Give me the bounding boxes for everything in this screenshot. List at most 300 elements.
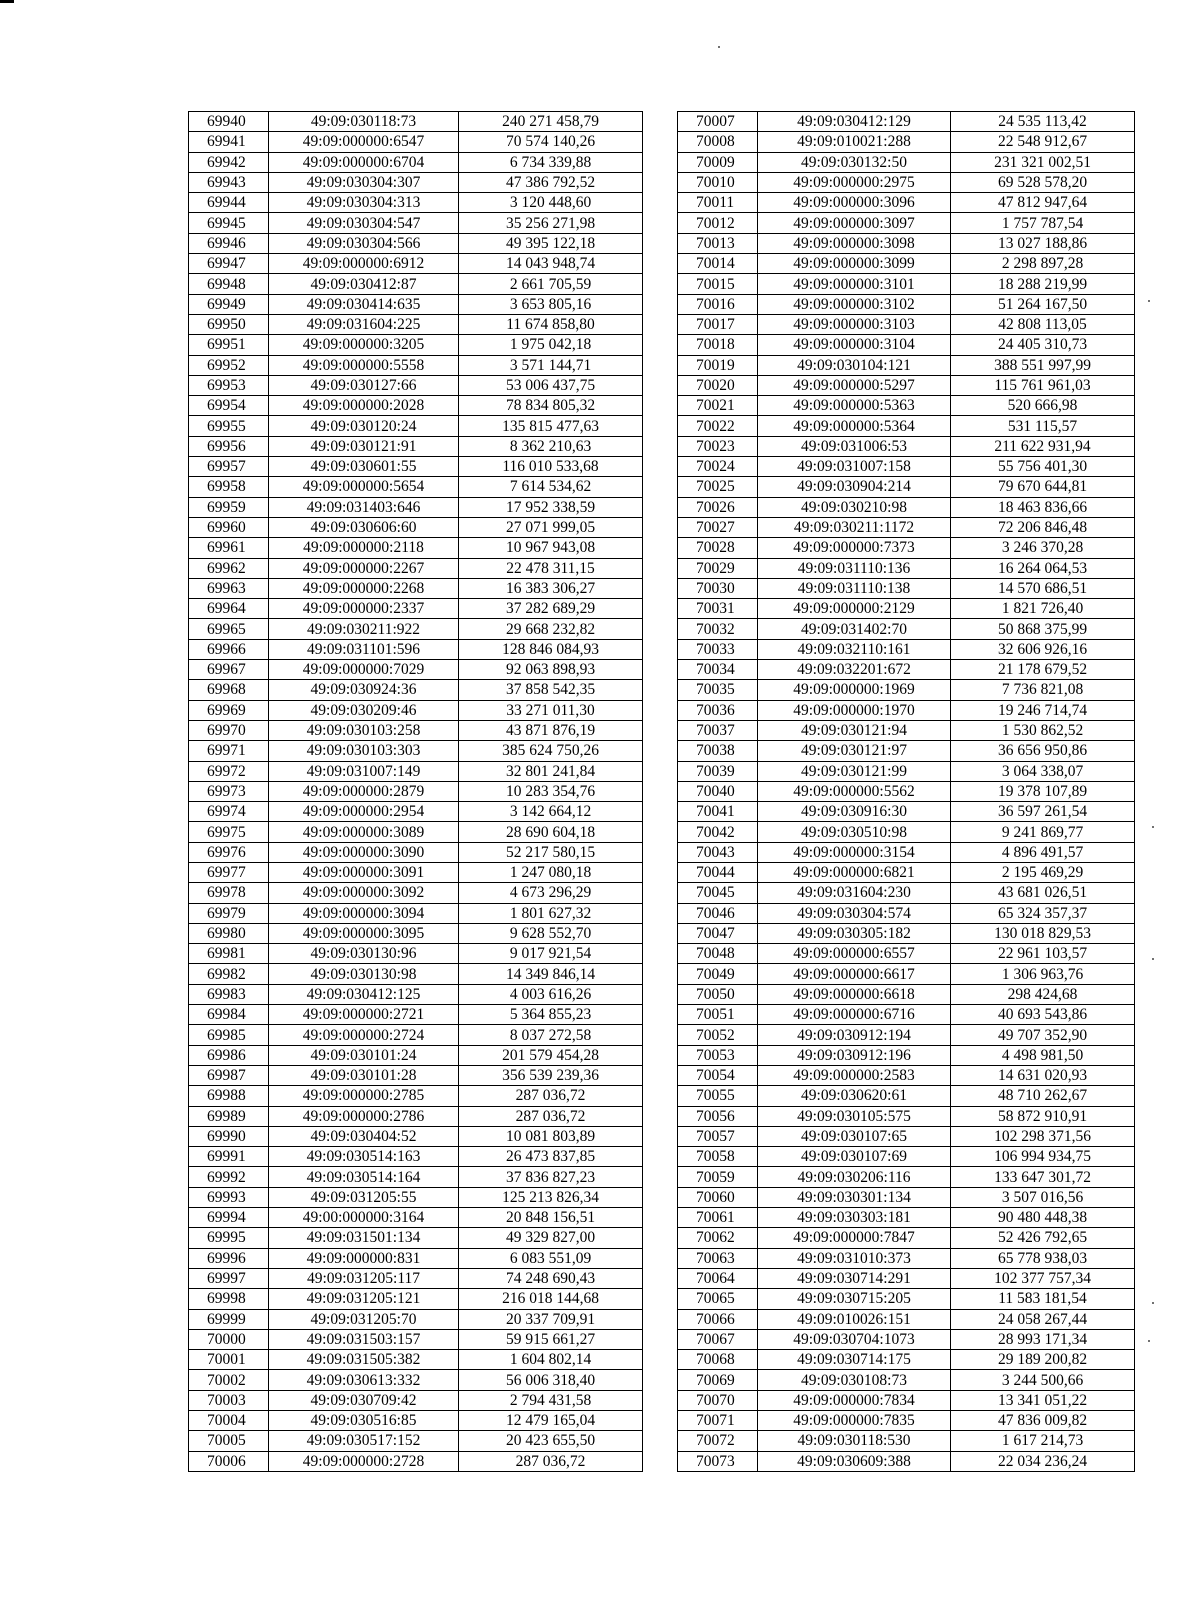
row-number-cell: 70049 (678, 964, 758, 984)
cadastral-number-cell: 49:09:000000:7847 (758, 1228, 951, 1248)
cadastral-number-cell: 49:09:030121:99 (758, 761, 951, 781)
cadastral-number-cell: 49:09:031503:157 (269, 1329, 459, 1349)
cadastral-number-cell: 49:09:031101:596 (269, 639, 459, 659)
cadastral-number-cell: 49:09:000000:7029 (269, 660, 459, 680)
table-row (189, 944, 643, 964)
table-row (189, 416, 643, 436)
cadastral-number-cell: 49:09:030904:214 (758, 477, 951, 497)
cadastral-number-cell: 49:09:030206:116 (758, 1167, 951, 1187)
scan-corner-mark (0, 0, 14, 3)
value-cell: 16 383 306,27 (459, 578, 643, 598)
cadastral-number-cell: 49:09:010021:288 (758, 132, 951, 152)
cadastral-number-cell: 49:09:000000:5363 (758, 396, 951, 416)
cadastral-number-cell: 49:09:000000:3205 (269, 335, 459, 355)
table-row (189, 1147, 643, 1167)
table-row (678, 497, 1135, 517)
cadastral-number-cell: 49:09:000000:3091 (269, 862, 459, 882)
value-cell: 106 994 934,75 (951, 1147, 1135, 1167)
cadastral-number-cell: 49:09:000000:2267 (269, 558, 459, 578)
value-cell: 8 362 210,63 (459, 436, 643, 456)
value-cell: 102 377 757,34 (951, 1268, 1135, 1288)
row-number-cell: 70017 (678, 314, 758, 334)
row-number-cell: 70013 (678, 233, 758, 253)
row-number-cell: 70053 (678, 1045, 758, 1065)
value-cell: 388 551 997,99 (951, 355, 1135, 375)
row-number-cell: 69995 (189, 1228, 269, 1248)
row-number-cell: 69974 (189, 802, 269, 822)
value-cell: 211 622 931,94 (951, 436, 1135, 456)
table-row (189, 152, 643, 172)
value-cell: 43 871 876,19 (459, 720, 643, 740)
row-number-cell: 70064 (678, 1268, 758, 1288)
cadastral-number-cell: 49:09:032201:672 (758, 660, 951, 680)
value-cell: 79 670 644,81 (951, 477, 1135, 497)
row-number-cell: 70008 (678, 132, 758, 152)
table-row (678, 1126, 1135, 1146)
value-cell: 12 479 165,04 (459, 1411, 643, 1431)
table-row (189, 1167, 643, 1187)
scan-speck (718, 46, 720, 48)
cadastral-number-cell: 49:09:030101:24 (269, 1045, 459, 1065)
cadastral-number-cell: 49:09:030714:175 (758, 1350, 951, 1370)
row-number-cell: 70068 (678, 1350, 758, 1370)
cadastral-number-cell: 49:09:030130:98 (269, 964, 459, 984)
cadastral-number-cell: 49:09:000000:2954 (269, 802, 459, 822)
row-number-cell: 70045 (678, 883, 758, 903)
row-number-cell: 69948 (189, 274, 269, 294)
value-cell: 1 247 080,18 (459, 862, 643, 882)
row-number-cell: 69967 (189, 660, 269, 680)
value-cell: 65 778 938,03 (951, 1248, 1135, 1268)
value-cell: 49 395 122,18 (459, 233, 643, 253)
table-row (678, 1329, 1135, 1349)
row-number-cell: 70014 (678, 254, 758, 274)
row-number-cell: 70047 (678, 923, 758, 943)
row-number-cell: 70003 (189, 1390, 269, 1410)
row-number-cell: 69969 (189, 700, 269, 720)
value-cell: 2 195 469,29 (951, 862, 1135, 882)
row-number-cell: 69966 (189, 639, 269, 659)
table-row (189, 558, 643, 578)
value-cell: 201 579 454,28 (459, 1045, 643, 1065)
value-cell: 3 571 144,71 (459, 355, 643, 375)
value-cell: 4 673 296,29 (459, 883, 643, 903)
row-number-cell: 70070 (678, 1390, 758, 1410)
row-number-cell: 70005 (189, 1431, 269, 1451)
value-cell: 70 574 140,26 (459, 132, 643, 152)
row-number-cell: 69946 (189, 233, 269, 253)
table-row (678, 112, 1135, 132)
value-cell: 115 761 961,03 (951, 375, 1135, 395)
cadastral-number-cell: 49:09:000000:2785 (269, 1086, 459, 1106)
value-cell: 58 872 910,91 (951, 1106, 1135, 1126)
cadastral-number-cell: 49:09:000000:5654 (269, 477, 459, 497)
cadastral-number-cell: 49:09:000000:3101 (758, 274, 951, 294)
row-number-cell: 70036 (678, 700, 758, 720)
cadastral-number-cell: 49:09:000000:3102 (758, 294, 951, 314)
cadastral-number-cell: 49:09:030305:182 (758, 923, 951, 943)
row-number-cell: 70022 (678, 416, 758, 436)
table-row (678, 1167, 1135, 1187)
value-cell: 3 064 338,07 (951, 761, 1135, 781)
table-row (678, 619, 1135, 639)
row-number-cell: 69978 (189, 883, 269, 903)
table-row (189, 578, 643, 598)
cadastral-number-cell: 49:09:000000:2975 (758, 172, 951, 192)
row-number-cell: 70010 (678, 172, 758, 192)
value-cell: 52 217 580,15 (459, 842, 643, 862)
cadastral-number-cell: 49:09:031006:53 (758, 436, 951, 456)
value-cell: 135 815 477,63 (459, 416, 643, 436)
table-row (678, 335, 1135, 355)
cadastral-number-cell: 49:09:030120:24 (269, 416, 459, 436)
table-row (678, 254, 1135, 274)
value-cell: 240 271 458,79 (459, 112, 643, 132)
row-number-cell: 70035 (678, 680, 758, 700)
value-cell: 3 120 448,60 (459, 193, 643, 213)
table-row (189, 700, 643, 720)
cadastral-number-cell: 49:09:031205:70 (269, 1309, 459, 1329)
table-row (678, 680, 1135, 700)
cadastral-number-cell: 49:09:030709:42 (269, 1390, 459, 1410)
table-row (678, 984, 1135, 1004)
value-cell: 43 681 026,51 (951, 883, 1135, 903)
value-cell: 35 256 271,98 (459, 213, 643, 233)
table-row (189, 1228, 643, 1248)
table-row (189, 761, 643, 781)
value-cell: 51 264 167,50 (951, 294, 1135, 314)
row-number-cell: 69999 (189, 1309, 269, 1329)
table-row (189, 781, 643, 801)
table-row (678, 233, 1135, 253)
cadastral-number-cell: 49:09:000000:1969 (758, 680, 951, 700)
row-number-cell: 69944 (189, 193, 269, 213)
cadastral-number-cell: 49:09:031403:646 (269, 497, 459, 517)
row-number-cell: 69984 (189, 1005, 269, 1025)
table-row (189, 741, 643, 761)
row-number-cell: 70011 (678, 193, 758, 213)
cadastral-number-cell: 49:09:030132:50 (758, 152, 951, 172)
cadastral-number-cell: 49:09:031007:149 (269, 761, 459, 781)
value-cell: 49 329 827,00 (459, 1228, 643, 1248)
row-number-cell: 69950 (189, 314, 269, 334)
cadastral-number-cell: 49:09:030104:121 (758, 355, 951, 375)
row-number-cell: 70028 (678, 538, 758, 558)
value-cell: 520 666,98 (951, 396, 1135, 416)
row-number-cell: 69975 (189, 822, 269, 842)
table-row (189, 1268, 643, 1288)
registry-table-left (188, 111, 643, 1472)
row-number-cell: 69979 (189, 903, 269, 923)
table-row (678, 1086, 1135, 1106)
row-number-cell: 69963 (189, 578, 269, 598)
row-number-cell: 69977 (189, 862, 269, 882)
table-row (678, 274, 1135, 294)
row-number-cell: 70043 (678, 842, 758, 862)
table-row (189, 233, 643, 253)
value-cell: 42 808 113,05 (951, 314, 1135, 334)
table-row (678, 193, 1135, 213)
cadastral-number-cell: 49:09:030121:91 (269, 436, 459, 456)
scan-speck (1148, 300, 1150, 302)
row-number-cell: 70020 (678, 375, 758, 395)
table-row (678, 802, 1135, 822)
table-row (678, 1106, 1135, 1126)
cadastral-number-cell: 49:09:000000:3099 (758, 254, 951, 274)
cadastral-number-cell: 49:09:030108:73 (758, 1370, 951, 1390)
value-cell: 22 478 311,15 (459, 558, 643, 578)
table-row (189, 660, 643, 680)
value-cell: 32 606 926,16 (951, 639, 1135, 659)
table-row (678, 1350, 1135, 1370)
value-cell: 4 498 981,50 (951, 1045, 1135, 1065)
table-row (189, 1126, 643, 1146)
table-row (189, 193, 643, 213)
table-row (678, 294, 1135, 314)
cadastral-number-cell: 49:09:030613:332 (269, 1370, 459, 1390)
scan-speck (1148, 1340, 1150, 1342)
value-cell: 40 693 543,86 (951, 1005, 1135, 1025)
cadastral-number-cell: 49:09:030304:566 (269, 233, 459, 253)
table-row (189, 984, 643, 1004)
value-cell: 11 674 858,80 (459, 314, 643, 334)
table-row (189, 1431, 643, 1451)
row-number-cell: 70040 (678, 781, 758, 801)
row-number-cell: 69942 (189, 152, 269, 172)
table-row (189, 172, 643, 192)
table-row (678, 1208, 1135, 1228)
cadastral-number-cell: 49:09:030107:65 (758, 1126, 951, 1146)
row-number-cell: 69955 (189, 416, 269, 436)
value-cell: 1 306 963,76 (951, 964, 1135, 984)
cadastral-number-cell: 49:09:000000:6704 (269, 152, 459, 172)
table-row (678, 436, 1135, 456)
table-row (678, 1248, 1135, 1268)
table-row (678, 152, 1135, 172)
table-row (189, 822, 643, 842)
value-cell: 231 321 002,51 (951, 152, 1135, 172)
value-cell: 1 530 862,52 (951, 720, 1135, 740)
value-cell: 20 848 156,51 (459, 1208, 643, 1228)
table-row (678, 558, 1135, 578)
cadastral-number-cell: 49:09:030412:129 (758, 112, 951, 132)
value-cell: 1 604 802,14 (459, 1350, 643, 1370)
row-number-cell: 70030 (678, 578, 758, 598)
row-number-cell: 69981 (189, 944, 269, 964)
row-number-cell: 70071 (678, 1411, 758, 1431)
cadastral-number-cell: 49:09:030715:205 (758, 1289, 951, 1309)
value-cell: 2 661 705,59 (459, 274, 643, 294)
row-number-cell: 69941 (189, 132, 269, 152)
scan-speck (1152, 1302, 1154, 1304)
cadastral-number-cell: 49:09:030601:55 (269, 457, 459, 477)
cadastral-number-cell: 49:09:000000:7373 (758, 538, 951, 558)
value-cell: 7 736 821,08 (951, 680, 1135, 700)
row-number-cell: 69972 (189, 761, 269, 781)
cadastral-number-cell: 49:09:030211:922 (269, 619, 459, 639)
row-number-cell: 69982 (189, 964, 269, 984)
table-row (678, 822, 1135, 842)
cadastral-number-cell: 49:09:030516:85 (269, 1411, 459, 1431)
row-number-cell: 70019 (678, 355, 758, 375)
table-row (678, 599, 1135, 619)
value-cell: 128 846 084,93 (459, 639, 643, 659)
value-cell: 56 006 318,40 (459, 1370, 643, 1390)
row-number-cell: 70038 (678, 741, 758, 761)
cadastral-number-cell: 49:09:000000:6821 (758, 862, 951, 882)
table-row (189, 639, 643, 659)
cadastral-number-cell: 49:09:031110:138 (758, 578, 951, 598)
table-row (189, 538, 643, 558)
cadastral-number-cell: 49:09:000000:3092 (269, 883, 459, 903)
cadastral-number-cell: 49:09:030510:98 (758, 822, 951, 842)
cadastral-number-cell: 49:09:000000:6547 (269, 132, 459, 152)
cadastral-number-cell: 49:09:030304:307 (269, 172, 459, 192)
value-cell: 22 548 912,67 (951, 132, 1135, 152)
row-number-cell: 69986 (189, 1045, 269, 1065)
row-number-cell: 70051 (678, 1005, 758, 1025)
row-number-cell: 70016 (678, 294, 758, 314)
value-cell: 65 324 357,37 (951, 903, 1135, 923)
table-row (189, 1086, 643, 1106)
table-row (678, 1370, 1135, 1390)
table-row (189, 132, 643, 152)
cadastral-number-cell: 49:09:030121:97 (758, 741, 951, 761)
row-number-cell: 69949 (189, 294, 269, 314)
cadastral-number-cell: 49:09:031501:134 (269, 1228, 459, 1248)
table-row (189, 619, 643, 639)
value-cell: 133 647 301,72 (951, 1167, 1135, 1187)
value-cell: 14 043 948,74 (459, 254, 643, 274)
row-number-cell: 69976 (189, 842, 269, 862)
value-cell: 26 473 837,85 (459, 1147, 643, 1167)
value-cell: 28 690 604,18 (459, 822, 643, 842)
row-number-cell: 70060 (678, 1187, 758, 1207)
table-row (189, 903, 643, 923)
value-cell: 48 710 262,67 (951, 1086, 1135, 1106)
table-row (678, 903, 1135, 923)
table-row (678, 213, 1135, 233)
cadastral-number-cell: 49:09:030209:46 (269, 700, 459, 720)
value-cell: 52 426 792,65 (951, 1228, 1135, 1248)
value-cell: 21 178 679,52 (951, 660, 1135, 680)
table-row (189, 314, 643, 334)
table-row (189, 1451, 643, 1471)
value-cell: 3 142 664,12 (459, 802, 643, 822)
value-cell: 20 337 709,91 (459, 1309, 643, 1329)
cadastral-number-cell: 49:09:000000:5558 (269, 355, 459, 375)
table-row (678, 862, 1135, 882)
value-cell: 72 206 846,48 (951, 517, 1135, 537)
row-number-cell: 69943 (189, 172, 269, 192)
table-row (678, 883, 1135, 903)
row-number-cell: 69951 (189, 335, 269, 355)
cadastral-number-cell: 49:09:000000:2118 (269, 538, 459, 558)
row-number-cell: 69996 (189, 1248, 269, 1268)
cadastral-number-cell: 49:09:000000:3097 (758, 213, 951, 233)
row-number-cell: 70009 (678, 152, 758, 172)
scan-speck (1152, 958, 1154, 960)
table-row (678, 1268, 1135, 1288)
table-row (189, 1187, 643, 1207)
row-number-cell: 69957 (189, 457, 269, 477)
row-number-cell: 70026 (678, 497, 758, 517)
table-row (678, 578, 1135, 598)
value-cell: 47 836 009,82 (951, 1411, 1135, 1431)
table-row (678, 1451, 1135, 1471)
value-cell: 24 535 113,42 (951, 112, 1135, 132)
value-cell: 14 349 846,14 (459, 964, 643, 984)
row-number-cell: 70033 (678, 639, 758, 659)
row-number-cell: 70032 (678, 619, 758, 639)
table-row (678, 375, 1135, 395)
value-cell: 10 081 803,89 (459, 1126, 643, 1146)
cadastral-number-cell: 49:09:031010:373 (758, 1248, 951, 1268)
value-cell: 1 975 042,18 (459, 335, 643, 355)
row-number-cell: 70021 (678, 396, 758, 416)
cadastral-number-cell: 49:09:000000:3154 (758, 842, 951, 862)
row-number-cell: 69998 (189, 1289, 269, 1309)
table-row (678, 355, 1135, 375)
table-row (678, 396, 1135, 416)
row-number-cell: 69980 (189, 923, 269, 943)
row-number-cell: 69954 (189, 396, 269, 416)
table-row (189, 213, 643, 233)
row-number-cell: 70000 (189, 1329, 269, 1349)
row-number-cell: 70044 (678, 862, 758, 882)
row-number-cell: 70004 (189, 1411, 269, 1431)
table-row (189, 1106, 643, 1126)
row-number-cell: 69971 (189, 741, 269, 761)
table-row (189, 720, 643, 740)
cadastral-number-cell: 49:09:000000:2268 (269, 578, 459, 598)
row-number-cell: 70018 (678, 335, 758, 355)
value-cell: 4 896 491,57 (951, 842, 1135, 862)
value-cell: 29 189 200,82 (951, 1350, 1135, 1370)
value-cell: 36 597 261,54 (951, 802, 1135, 822)
value-cell: 29 668 232,82 (459, 619, 643, 639)
cadastral-number-cell: 49:09:031402:70 (758, 619, 951, 639)
value-cell: 356 539 239,36 (459, 1065, 643, 1085)
table-row (678, 1005, 1135, 1025)
table-row (189, 112, 643, 132)
cadastral-number-cell: 49:09:000000:2337 (269, 599, 459, 619)
cadastral-number-cell: 49:09:030130:96 (269, 944, 459, 964)
cadastral-number-cell: 49:09:030103:258 (269, 720, 459, 740)
row-number-cell: 70050 (678, 984, 758, 1004)
row-number-cell: 69997 (189, 1268, 269, 1288)
row-number-cell: 70061 (678, 1208, 758, 1228)
cadastral-number-cell: 49:09:000000:2724 (269, 1025, 459, 1045)
table-row (189, 396, 643, 416)
cadastral-number-cell: 49:09:000000:2583 (758, 1065, 951, 1085)
cadastral-number-cell: 49:09:030620:61 (758, 1086, 951, 1106)
value-cell: 47 386 792,52 (459, 172, 643, 192)
cadastral-number-cell: 49:09:031205:55 (269, 1187, 459, 1207)
cadastral-number-cell: 49:09:030103:303 (269, 741, 459, 761)
value-cell: 33 271 011,30 (459, 700, 643, 720)
cadastral-number-cell: 49:09:000000:5364 (758, 416, 951, 436)
table-row (189, 1248, 643, 1268)
row-number-cell: 70062 (678, 1228, 758, 1248)
table-row (189, 1025, 643, 1045)
value-cell: 2 298 897,28 (951, 254, 1135, 274)
table-row (189, 335, 643, 355)
row-number-cell: 70034 (678, 660, 758, 680)
cadastral-number-cell: 49:09:000000:2728 (269, 1451, 459, 1471)
table-row (678, 1390, 1135, 1410)
row-number-cell: 70057 (678, 1126, 758, 1146)
